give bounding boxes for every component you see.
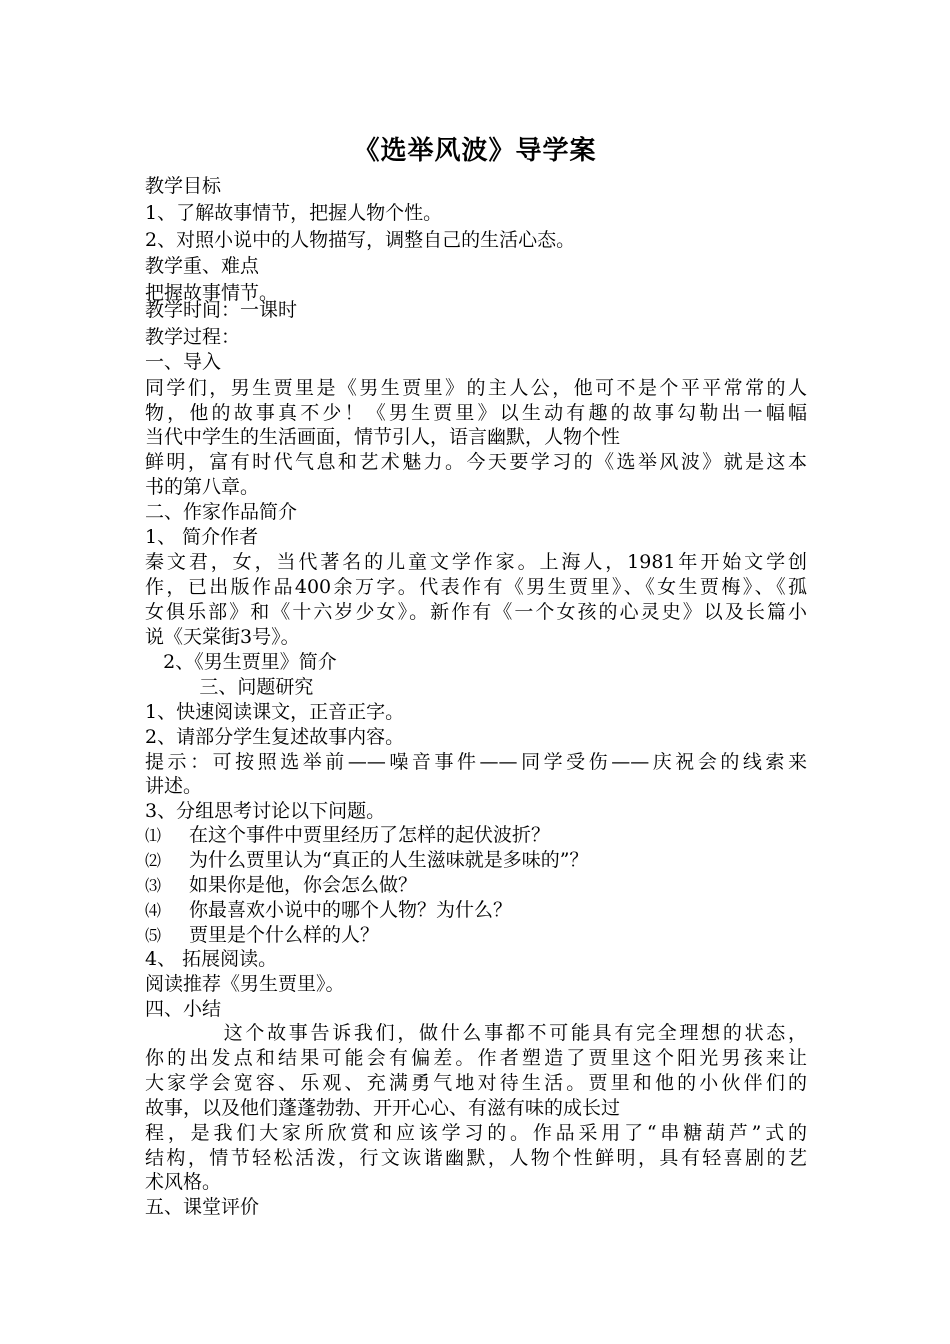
question-item	[145, 873, 417, 898]
text-line: 4、 拓展阅读。	[145, 948, 278, 970]
paragraph-line: 讲述。	[145, 775, 203, 797]
text-line: 把握故事情节。	[145, 282, 279, 304]
paragraph-line: 女俱乐部》和《十六岁少女》。新作有《一个女孩的心灵史》以及长篇小	[145, 601, 807, 623]
paragraph-line: 作，已出版作品400余万字。代表作有《男生贾里》、《女生贾梅》、《孤	[145, 576, 807, 598]
paragraph-line: 大家学会宽容、乐观、充满勇气地对待生活。贾里和他的小伙伴们的	[145, 1072, 807, 1094]
paragraph-line: 当代中学生的生活画面，情节引人，语言幽默，人物个性	[145, 426, 621, 448]
paragraph-line: 结构，情节轻松活泼，行文诙谐幽默，人物个性鲜明，具有轻喜剧的艺	[145, 1147, 807, 1169]
question-item	[145, 898, 512, 923]
question-number: ⑴	[145, 826, 162, 845]
section-heading: 五、课堂评价	[145, 1196, 260, 1218]
question-item	[145, 848, 588, 873]
paragraph-line: 书的第八章。	[145, 476, 260, 498]
question-number: ⑵	[145, 851, 162, 870]
text-line: 1、快速阅读课文，正音正字。	[145, 701, 405, 723]
question-text: 在这个事件中贾里经历了怎样的起伏波折？	[189, 824, 551, 846]
text-line: 2、对照小说中的人物描写，调整自己的生活心态。	[145, 229, 576, 251]
paragraph-line: 说《天棠街3号》。	[145, 626, 300, 648]
paragraph-line: 这个故事告诉我们，做什么事都不可能具有完全理想的状态，	[145, 1022, 807, 1044]
text-line: 1、了解故事情节，把握人物个性。	[145, 202, 443, 224]
paragraph-line: 你的出发点和结果可能会有偏差。作者塑造了贾里这个阳光男孩来让	[145, 1047, 807, 1069]
text-line: 教学目标	[145, 175, 222, 197]
question-item	[145, 923, 379, 948]
question-item	[145, 823, 550, 848]
paragraph-line: 故事，以及他们蓬蓬勃勃、开开心心、有滋有味的成长过	[145, 1097, 621, 1119]
text-line: 1、 简介作者	[145, 526, 259, 548]
paragraph-line: 鲜明，富有时代气息和艺术魅力。今天要学习的《选举风波》就是这本	[145, 451, 807, 473]
question-number: ⑶	[145, 876, 162, 895]
text-line: 一、导入	[145, 351, 222, 373]
question-text: 贾里是个什么样的人？	[189, 924, 380, 946]
text-line: 3、分组思考讨论以下问题。	[145, 800, 386, 822]
paragraph-line: 术风格。	[145, 1171, 222, 1193]
text-line: 教学时间：一课时	[145, 299, 298, 321]
question-number: ⑷	[145, 901, 162, 920]
question-text: 为什么贾里认为“真正的人生滋味就是多味的”？	[189, 849, 589, 871]
section-heading: 四、小结	[145, 998, 222, 1020]
paragraph-line: 同学们，男生贾里是《男生贾里》的主人公，他可不是个平平常常的人	[145, 377, 807, 399]
text-line: 2、请部分学生复述故事内容。	[145, 726, 405, 748]
paragraph-line: 提示：可按照选举前——噪音事件——同学受伤——庆祝会的线索来	[145, 751, 807, 773]
paragraph-line: 程，是我们大家所欣赏和应该学习的。作品采用了“串糖葫芦”式的	[145, 1122, 807, 1144]
question-text: 如果你是他，你会怎么做？	[189, 874, 418, 896]
text-line: 教学重、难点	[145, 255, 260, 277]
text-line: 阅读推荐《男生贾里》。	[145, 973, 345, 995]
question-text: 你最喜欢小说中的哪个人物？为什么？	[189, 899, 513, 921]
section-heading: 三、问题研究	[145, 676, 314, 698]
paragraph-line: 秦文君，女，当代著名的儿童文学作家。上海人，1981年开始文学创	[145, 551, 807, 573]
text-line: 二、作家作品简介	[145, 501, 298, 523]
document-title: 《选举风波》导学案	[353, 136, 597, 166]
text-line: 2、《男生贾里》简介	[145, 651, 337, 673]
text-line: 教学过程：	[145, 326, 241, 348]
paragraph-line: 物，他的故事真不少！《男生贾里》以生动有趣的故事勾勒出一幅幅	[145, 402, 807, 424]
question-number: ⑸	[145, 926, 162, 945]
